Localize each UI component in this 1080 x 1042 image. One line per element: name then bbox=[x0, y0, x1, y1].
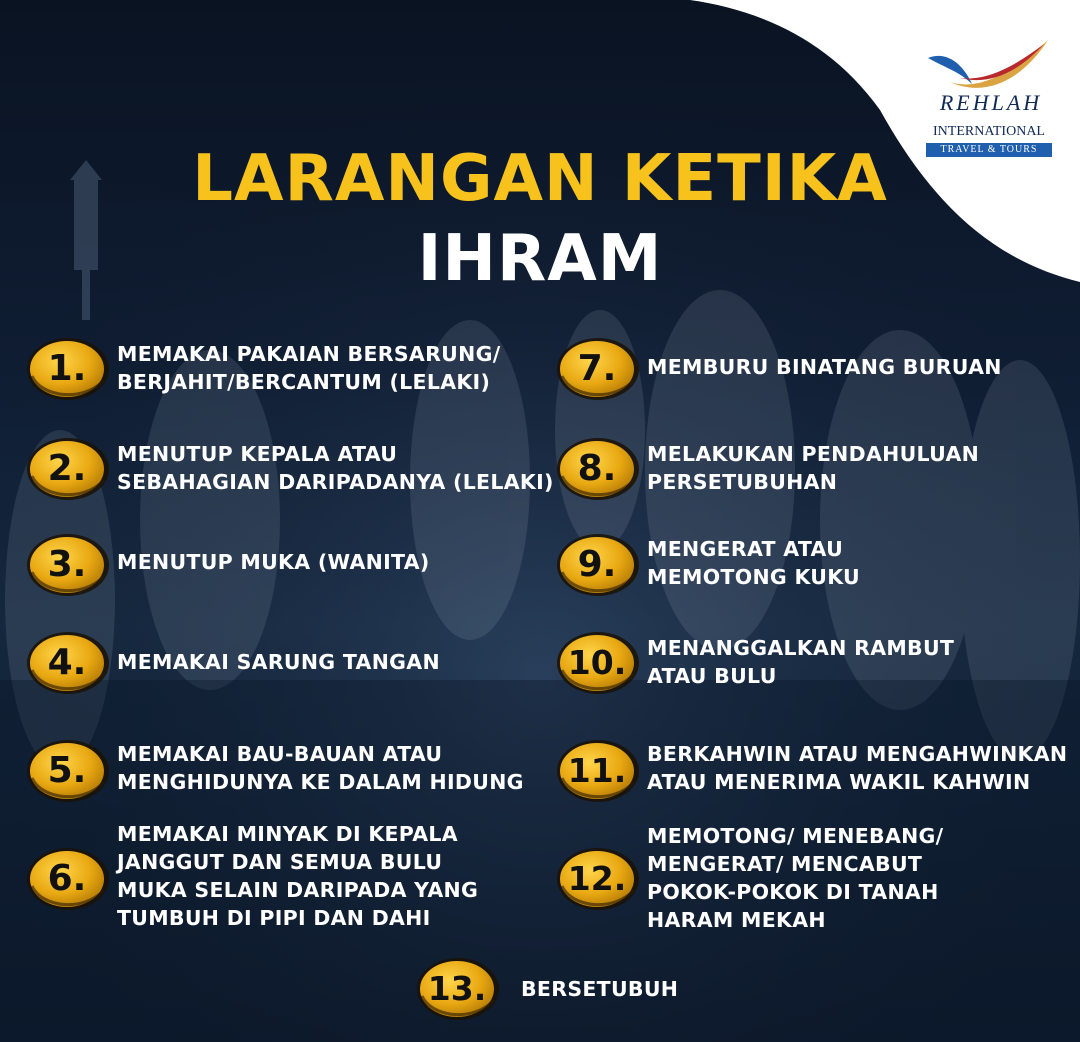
item-text bbox=[647, 535, 860, 591]
item-text-line: MEMOTONG/ MENEBANG/ bbox=[647, 824, 944, 848]
item-text-line: POKOK-POKOK DI TANAH bbox=[647, 880, 939, 904]
item-text-line: BERKAHWIN ATAU MENGAHWINKAN bbox=[647, 742, 1068, 766]
item-text bbox=[521, 975, 678, 1003]
item-text-line: MEMAKAI BAU-BAUAN ATAU bbox=[117, 742, 443, 766]
item-text bbox=[647, 353, 1002, 381]
item-text bbox=[647, 822, 943, 934]
item-text-line: MELAKUKAN PENDAHULUAN bbox=[647, 442, 980, 466]
number-badge bbox=[414, 956, 500, 1022]
item-text-line: MENUTUP MUKA (WANITA) bbox=[117, 550, 430, 574]
item-text-line: BERSETUBUH bbox=[521, 977, 679, 1001]
number-badge bbox=[554, 336, 640, 402]
item-text-line: ATAU MENERIMA WAKIL KAHWIN bbox=[647, 770, 1031, 794]
number-badge bbox=[554, 738, 640, 804]
item-number: 9. bbox=[577, 544, 617, 585]
item-text-line: MEMAKAI MINYAK DI KEPALA bbox=[117, 822, 458, 846]
item-number: 7. bbox=[577, 348, 617, 389]
page-title-secondary: IHRAM bbox=[417, 222, 663, 296]
item-text-line: HARAM MEKAH bbox=[647, 908, 826, 932]
item-number: 11. bbox=[567, 751, 627, 790]
item-text bbox=[647, 440, 979, 496]
item-number: 8. bbox=[577, 448, 617, 489]
item-text-line: MENGERAT ATAU bbox=[647, 537, 844, 561]
item-number: 1. bbox=[47, 348, 87, 389]
item-text-line: MEMOTONG KUKU bbox=[647, 565, 861, 589]
item-text-line: MENUTUP KEPALA ATAU bbox=[117, 442, 398, 466]
item-text-line: JANGGUT DAN SEMUA BULU bbox=[117, 850, 443, 874]
page-title: LARANGAN KETIKA bbox=[192, 142, 888, 216]
item-number: 4. bbox=[47, 642, 87, 683]
item-text-line: PERSETUBUHAN bbox=[647, 470, 838, 494]
item-text-line: ATAU BULU bbox=[647, 664, 777, 688]
item-number: 13. bbox=[427, 969, 487, 1008]
number-badge bbox=[24, 436, 110, 502]
number-badge bbox=[24, 532, 110, 598]
item-text-line: MENGERAT/ MENCABUT bbox=[647, 852, 923, 876]
item-number: 10. bbox=[567, 643, 627, 682]
number-badge bbox=[554, 630, 640, 696]
item-text-line: MEMAKAI PAKAIAN BERSARUNG/ bbox=[117, 342, 501, 366]
item-text bbox=[647, 740, 1067, 796]
item-text bbox=[117, 740, 524, 796]
item-text-line: BERJAHIT/BERCANTUM (LELAKI) bbox=[117, 370, 491, 394]
number-badge bbox=[24, 846, 110, 912]
item-text bbox=[117, 820, 478, 932]
item-text-line: MENANGGALKAN RAMBUT bbox=[647, 636, 955, 660]
logo-subtitle: INTERNATIONAL bbox=[933, 124, 1045, 139]
item-number: 12. bbox=[567, 859, 627, 898]
item-number: 6. bbox=[47, 858, 87, 899]
item-text bbox=[117, 440, 554, 496]
number-badge bbox=[24, 630, 110, 696]
number-badge bbox=[554, 436, 640, 502]
item-text bbox=[647, 634, 954, 690]
logo-tagline: TRAVEL & TOURS bbox=[926, 143, 1052, 157]
item-number: 3. bbox=[47, 544, 87, 585]
logo-name: REHLAH bbox=[939, 90, 1043, 115]
item-text-line: MUKA SELAIN DARIPADA YANG bbox=[117, 878, 479, 902]
item-text bbox=[117, 548, 430, 576]
item-text-line: MEMBURU BINATANG BURUAN bbox=[647, 355, 1002, 379]
item-number: 2. bbox=[47, 448, 87, 489]
item-text-line: TUMBUH DI PIPI DAN DAHI bbox=[117, 906, 431, 930]
item-text-line: MEMAKAI SARUNG TANGAN bbox=[117, 650, 440, 674]
number-badge bbox=[24, 738, 110, 804]
number-badge bbox=[554, 846, 640, 912]
item-text bbox=[117, 648, 440, 676]
number-badge bbox=[554, 532, 640, 598]
item-text-line: SEBAHAGIAN DARIPADANYA (LELAKI) bbox=[117, 470, 554, 494]
item-text-line: MENGHIDUNYA KE DALAM HIDUNG bbox=[117, 770, 524, 794]
number-badge bbox=[24, 336, 110, 402]
item-number: 5. bbox=[47, 750, 87, 791]
item-text bbox=[117, 340, 500, 396]
